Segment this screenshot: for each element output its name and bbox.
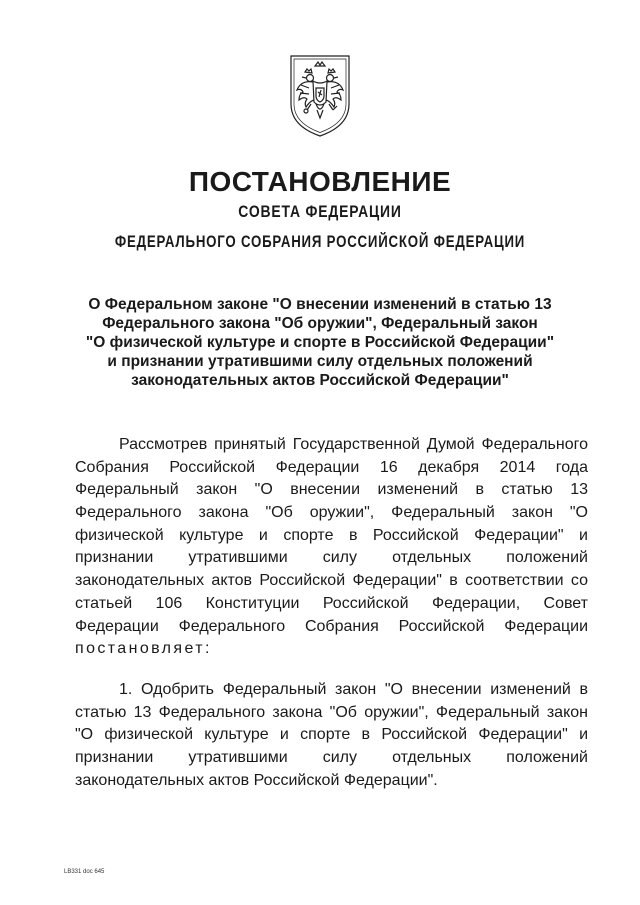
document-title: ПОСТАНОВЛЕНИЕ xyxy=(188,166,452,197)
paragraph-line: "О физической культуре и спорте в Российской Федерации" и xyxy=(75,726,588,744)
resolves-word: постановляет: xyxy=(75,640,212,658)
paragraph-line: Федерального закона "Об оружии", Федеральный закон "О xyxy=(75,504,588,522)
subject-line: Федерального закона "Об оружии", Федеральный закон xyxy=(102,315,538,332)
document-subject xyxy=(60,295,580,390)
paragraph-line: Федерации Федерального Собрания Российской Федерации xyxy=(75,617,588,635)
paragraph-line: законодательных актов Российской Федерации" в соответствии со xyxy=(75,572,588,590)
subject-line: О Федеральном законе "О внесении изменений в статью 13 xyxy=(88,296,552,313)
coat-of-arms-icon xyxy=(285,52,355,138)
document-subtitle-assembly: ФЕДЕРАЛЬНОГО СОБРАНИЯ РОССИЙСКОЙ ФЕДЕРАЦИИ xyxy=(114,232,526,251)
paragraph-line: статью 13 Федерального закона "Об оружии", Федеральный закон xyxy=(75,703,588,721)
subject-line: законодательных актов Российской Федерации" xyxy=(131,372,509,389)
paragraph-line: Собрания Российской Федерации 16 декабря 2014 года xyxy=(75,458,588,476)
paragraph-line: признании утратившими силу отдельных положений xyxy=(75,749,588,767)
paragraph-decision xyxy=(75,679,588,792)
paragraph-line: законодательных актов Российской Федерации". xyxy=(75,771,438,789)
footer-doc-code: LB331 doc 645 xyxy=(64,869,105,875)
paragraph-line: 1. Одобрить Федеральный закон "О внесении изменений в xyxy=(119,681,588,698)
subject-line: и признании утратившими силу отдельных положений xyxy=(107,353,533,370)
paragraph-line: признании утратившими силу отдельных положений xyxy=(75,549,588,567)
paragraph-line: Федеральный закон "О внесении изменений в статью 13 xyxy=(75,481,588,499)
document-subtitle-council: СОВЕТА ФЕДЕРАЦИИ xyxy=(238,202,402,221)
paragraph-preamble xyxy=(75,434,588,661)
paragraph-line: Рассмотрев принятый Государственной Думой Федерального xyxy=(119,436,588,453)
subject-line: "О физической культуре и спорте в Российской Федерации" xyxy=(85,334,555,351)
paragraph-line: статьей 106 Конституции Российской Федерации, Совет xyxy=(75,594,588,612)
paragraph-line: физической культуре и спорте в Российской Федерации" и xyxy=(75,526,588,544)
